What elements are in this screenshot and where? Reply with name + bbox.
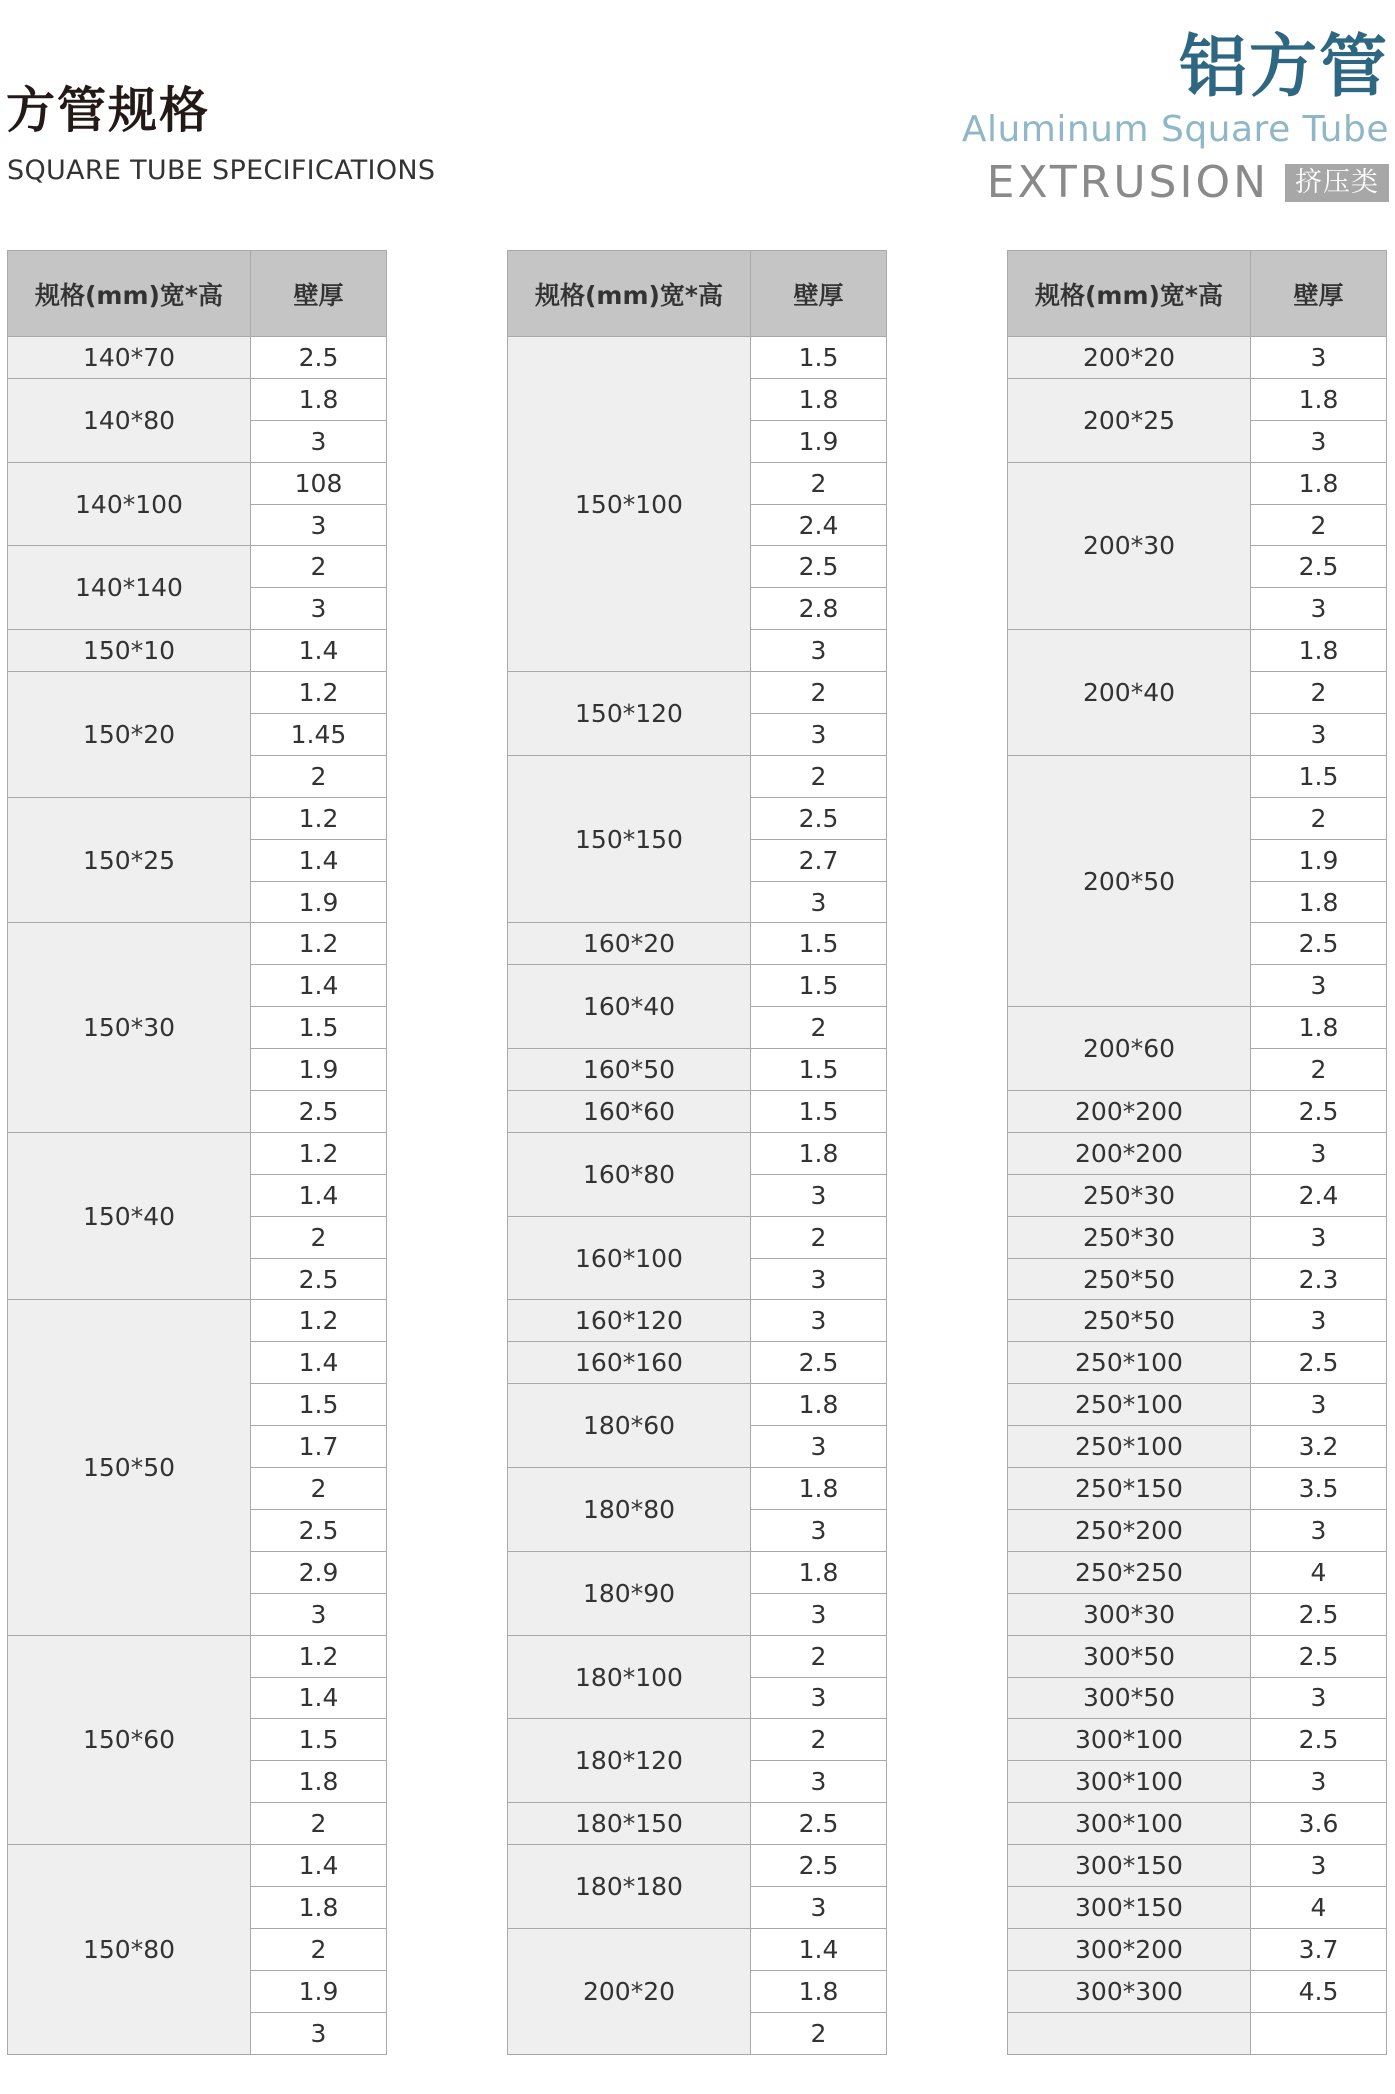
thickness-cell: 2.5 [251,337,387,379]
thickness-cell: 1.8 [251,1886,387,1928]
page-title: 方管规格 [6,82,211,139]
thickness-cell: 2.5 [751,1803,887,1845]
thickness-cell: 1.4 [251,1845,387,1887]
thickness-cell: 1.2 [251,1635,387,1677]
spec-table-3 [1007,250,1387,2055]
size-cell: 160*100 [508,1216,751,1300]
size-cell: 150*80 [8,1845,251,2054]
thickness-cell: 2 [1251,672,1387,714]
table-row [508,672,887,714]
size-cell: 150*150 [508,755,751,923]
table-row [8,378,387,420]
thickness-cell: 1.9 [251,1970,387,2012]
thickness-cell: 3 [251,1593,387,1635]
table-row [1008,1426,1387,1468]
size-cell: 250*50 [1008,1300,1251,1342]
thickness-cell: 2 [751,755,887,797]
size-cell: 250*150 [1008,1468,1251,1510]
size-cell: 180*60 [508,1384,751,1468]
table-row [508,1845,887,1887]
size-cell: 150*50 [8,1300,251,1635]
table-row [1008,1886,1387,1928]
table-row [8,1300,387,1342]
size-cell: 200*60 [1008,1007,1251,1091]
thickness-cell: 1.8 [751,378,887,420]
size-cell: 160*40 [508,965,751,1049]
table-header-row [8,251,387,337]
table-row [508,1551,887,1593]
thickness-cell: 2 [251,1803,387,1845]
table-header-row [1008,251,1387,337]
thickness-cell: 2 [751,2012,887,2054]
size-cell: 200*25 [1008,378,1251,462]
size-cell: 300*100 [1008,1761,1251,1803]
thickness-cell: 2.5 [1251,1635,1387,1677]
thickness-cell: 3 [751,714,887,756]
size-cell: 250*200 [1008,1509,1251,1551]
size-cell: 200*200 [1008,1132,1251,1174]
brand-subtitle: Aluminum Square Tube [961,109,1389,150]
thickness-cell: 1.2 [251,672,387,714]
size-cell: 140*100 [8,462,251,546]
thickness-cell: 4 [1251,1886,1387,1928]
size-cell: 160*20 [508,923,751,965]
page-subtitle: SQUARE TUBE SPECIFICATIONS [7,155,436,186]
thickness-cell: 1.8 [751,1551,887,1593]
table-row [8,1132,387,1174]
thickness-cell: 1.5 [751,965,887,1007]
size-cell: 150*10 [8,630,251,672]
size-cell: 160*60 [508,1091,751,1133]
size-cell: 250*250 [1008,1551,1251,1593]
thickness-cell: 2.5 [1251,1719,1387,1761]
size-cell: 160*160 [508,1342,751,1384]
table-row [1008,1174,1387,1216]
thickness-cell: 2 [751,1216,887,1258]
thickness-cell: 3 [1251,1300,1387,1342]
table-row [1008,1007,1387,1049]
size-cell: 140*80 [8,378,251,462]
thickness-cell: 3 [1251,1384,1387,1426]
thickness-cell: 1.5 [251,1384,387,1426]
thickness-cell: 3.5 [1251,1468,1387,1510]
table-row [1008,1258,1387,1300]
size-cell: 180*90 [508,1551,751,1635]
table-row [1008,1551,1387,1593]
thickness-cell: 3 [751,1174,887,1216]
thickness-cell: 1.45 [251,714,387,756]
size-cell: 200*20 [1008,337,1251,379]
size-cell: 250*100 [1008,1384,1251,1426]
thickness-cell: 1.8 [251,378,387,420]
table-row [1008,630,1387,672]
header-thickness: 壁厚 [751,251,887,337]
table-header-row [508,251,887,337]
thickness-cell: 3 [1251,1761,1387,1803]
table-row [1008,1091,1387,1133]
thickness-cell: 3.6 [1251,1803,1387,1845]
thickness-cell: 1.8 [1251,1007,1387,1049]
thickness-cell: 3 [1251,588,1387,630]
thickness-cell: 2.5 [1251,1593,1387,1635]
thickness-cell: 1.2 [251,1132,387,1174]
header-size: 规格(mm)宽*高 [1008,251,1251,337]
thickness-cell: 2.5 [751,546,887,588]
table-row [8,337,387,379]
size-cell: 160*80 [508,1132,751,1216]
thickness-cell: 2.5 [1251,546,1387,588]
table-row [508,1719,887,1761]
thickness-cell: 2 [751,1635,887,1677]
table-row [1008,1132,1387,1174]
size-cell: 300*150 [1008,1886,1251,1928]
table-row [508,1342,887,1384]
size-cell: 180*80 [508,1468,751,1552]
size-cell: 250*30 [1008,1216,1251,1258]
table-row [1008,1635,1387,1677]
thickness-cell: 2.5 [751,797,887,839]
thickness-cell: 1.8 [751,1132,887,1174]
thickness-cell: 1.4 [251,1174,387,1216]
table-row [1008,1509,1387,1551]
thickness-cell: 2 [251,546,387,588]
table-row [1008,1468,1387,1510]
thickness-cell: 4.5 [1251,1970,1387,2012]
thickness-cell: 1.2 [251,1300,387,1342]
table-row [508,337,887,379]
thickness-cell: 3 [1251,714,1387,756]
table-row [1008,755,1387,797]
thickness-cell: 3 [1251,965,1387,1007]
thickness-cell: 1.8 [751,1384,887,1426]
thickness-cell: 3 [251,420,387,462]
brand-title: 铝方管 [1178,28,1389,107]
header-thickness: 壁厚 [1251,251,1387,337]
table-row [508,1091,887,1133]
size-cell: 160*120 [508,1300,751,1342]
table-row [1008,1216,1387,1258]
size-cell: 140*70 [8,337,251,379]
thickness-cell: 2 [1251,504,1387,546]
thickness-cell: 1.8 [751,1468,887,1510]
size-cell: 150*40 [8,1132,251,1300]
size-cell: 180*180 [508,1845,751,1929]
thickness-cell: 1.5 [751,1091,887,1133]
table-row [1008,1342,1387,1384]
thickness-cell: 1.9 [251,881,387,923]
size-cell: 140*140 [8,546,251,630]
table-row [508,1300,887,1342]
thickness-cell: 2 [751,462,887,504]
table-row [1008,1593,1387,1635]
thickness-cell: 2.5 [751,1342,887,1384]
thickness-cell: 1.5 [251,1719,387,1761]
thickness-cell: 3 [1251,1509,1387,1551]
size-cell: 300*200 [1008,1928,1251,1970]
table-row [1008,1803,1387,1845]
table-row [508,1384,887,1426]
thickness-cell: 2 [251,1928,387,1970]
thickness-cell: 3 [751,881,887,923]
table-row [508,1216,887,1258]
thickness-cell: 2 [1251,797,1387,839]
thickness-cell: 2.5 [1251,1342,1387,1384]
table-row [508,1049,887,1091]
thickness-cell: 1.8 [1251,378,1387,420]
thickness-cell: 2.5 [751,1845,887,1887]
category-line [986,157,1389,208]
size-cell: 150*60 [8,1635,251,1844]
table-row [1008,378,1387,420]
thickness-cell: 3 [751,1593,887,1635]
size-cell: 300*100 [1008,1803,1251,1845]
table-row [8,923,387,965]
thickness-cell: 3 [751,630,887,672]
thickness-cell: 1.4 [251,965,387,1007]
size-cell: 300*50 [1008,1677,1251,1719]
thickness-cell: 1.8 [251,1761,387,1803]
header-size: 规格(mm)宽*高 [508,251,751,337]
header-size: 规格(mm)宽*高 [8,251,251,337]
size-cell: 200*20 [508,1928,751,2054]
thickness-cell: 3 [751,1258,887,1300]
thickness-cell: 2 [751,1007,887,1049]
thickness-cell: 2.4 [1251,1174,1387,1216]
thickness-cell: 3 [751,1300,887,1342]
thickness-cell: 3 [1251,1132,1387,1174]
size-cell: 200*40 [1008,630,1251,756]
size-cell: 300*150 [1008,1845,1251,1887]
table-row [1008,1384,1387,1426]
header-thickness: 壁厚 [251,251,387,337]
table-row [508,965,887,1007]
thickness-cell: 3 [1251,420,1387,462]
thickness-cell: 3 [251,588,387,630]
size-cell: 150*20 [8,672,251,798]
table-row [508,1803,887,1845]
thickness-cell: 2.5 [251,1258,387,1300]
thickness-cell: 1.5 [251,1007,387,1049]
table-row [1008,1928,1387,1970]
thickness-cell: 1.9 [1251,839,1387,881]
table-row [508,1132,887,1174]
table-row [8,1635,387,1677]
size-cell: 180*100 [508,1635,751,1719]
table-row [508,755,887,797]
thickness-cell: 1.4 [251,1342,387,1384]
table-row [508,1468,887,1510]
thickness-cell: 1.5 [1251,755,1387,797]
thickness-cell: 2.7 [751,839,887,881]
thickness-cell: 1.9 [751,420,887,462]
table-row [8,672,387,714]
table-row [8,1845,387,1887]
size-cell: 150*30 [8,923,251,1132]
size-cell: 200*50 [1008,755,1251,1006]
size-cell: 300*100 [1008,1719,1251,1761]
table-row [508,923,887,965]
thickness-cell: 2 [1251,1049,1387,1091]
thickness-cell: 1.5 [751,337,887,379]
thickness-cell: 3 [1251,1677,1387,1719]
thickness-cell: 3 [1251,1216,1387,1258]
size-cell: 150*25 [8,797,251,923]
thickness-cell: 1.5 [751,923,887,965]
thickness-cell: 3 [751,1886,887,1928]
thickness-cell: 3 [751,1509,887,1551]
thickness-cell: 108 [251,462,387,504]
thickness-cell: 2.5 [251,1091,387,1133]
thickness-cell: 2.4 [751,504,887,546]
table-row [1008,2012,1387,2054]
thickness-cell [1251,2012,1387,2054]
thickness-cell: 1.8 [1251,881,1387,923]
size-cell: 300*300 [1008,1970,1251,2012]
thickness-cell: 3 [1251,1845,1387,1887]
thickness-cell: 1.2 [251,797,387,839]
thickness-cell: 3 [1251,337,1387,379]
thickness-cell: 1.4 [251,839,387,881]
thickness-cell: 3 [751,1426,887,1468]
thickness-cell: 4 [1251,1551,1387,1593]
table-row [1008,1845,1387,1887]
thickness-cell: 3.2 [1251,1426,1387,1468]
thickness-cell: 2 [251,1216,387,1258]
thickness-cell: 2.8 [751,588,887,630]
spec-table-2 [507,250,887,2055]
table-row [1008,1970,1387,2012]
thickness-cell: 2 [751,672,887,714]
thickness-cell: 1.7 [251,1426,387,1468]
spec-table-1 [7,250,387,2055]
size-cell: 200*30 [1008,462,1251,630]
table-row [1008,1300,1387,1342]
thickness-cell: 1.8 [1251,630,1387,672]
table-row [1008,337,1387,379]
thickness-cell: 3 [751,1677,887,1719]
thickness-cell: 1.8 [751,1970,887,2012]
table-row [508,1928,887,1970]
size-cell: 160*50 [508,1049,751,1091]
thickness-cell: 1.4 [251,630,387,672]
thickness-cell: 2 [251,755,387,797]
size-cell: 150*120 [508,672,751,756]
thickness-cell: 2.5 [1251,923,1387,965]
table-row [1008,1761,1387,1803]
table-row [8,546,387,588]
thickness-cell: 1.4 [751,1928,887,1970]
table-row [8,797,387,839]
table-row [508,1635,887,1677]
thickness-cell: 1.5 [751,1049,887,1091]
category-label: EXTRUSION [986,157,1269,208]
thickness-cell: 2.9 [251,1551,387,1593]
table-row [1008,1677,1387,1719]
size-cell: 180*150 [508,1803,751,1845]
size-cell [1008,2012,1251,2054]
table-row [8,630,387,672]
thickness-cell: 1.8 [1251,462,1387,504]
table-row [1008,1719,1387,1761]
thickness-cell: 3.7 [1251,1928,1387,1970]
table-row [1008,462,1387,504]
thickness-cell: 1.4 [251,1677,387,1719]
size-cell: 150*100 [508,337,751,672]
thickness-cell: 2.5 [251,1509,387,1551]
size-cell: 250*100 [1008,1342,1251,1384]
thickness-cell: 3 [251,2012,387,2054]
thickness-cell: 2 [751,1719,887,1761]
size-cell: 250*30 [1008,1174,1251,1216]
thickness-cell: 2 [251,1468,387,1510]
thickness-cell: 3 [251,504,387,546]
size-cell: 250*50 [1008,1258,1251,1300]
thickness-cell: 2.3 [1251,1258,1387,1300]
thickness-cell: 1.9 [251,1049,387,1091]
category-badge: 挤压类 [1285,164,1389,202]
thickness-cell: 2.5 [1251,1091,1387,1133]
size-cell: 300*30 [1008,1593,1251,1635]
size-cell: 200*200 [1008,1091,1251,1133]
size-cell: 180*120 [508,1719,751,1803]
size-cell: 300*50 [1008,1635,1251,1677]
table-row [8,462,387,504]
thickness-cell: 1.2 [251,923,387,965]
size-cell: 250*100 [1008,1426,1251,1468]
thickness-cell: 3 [751,1761,887,1803]
